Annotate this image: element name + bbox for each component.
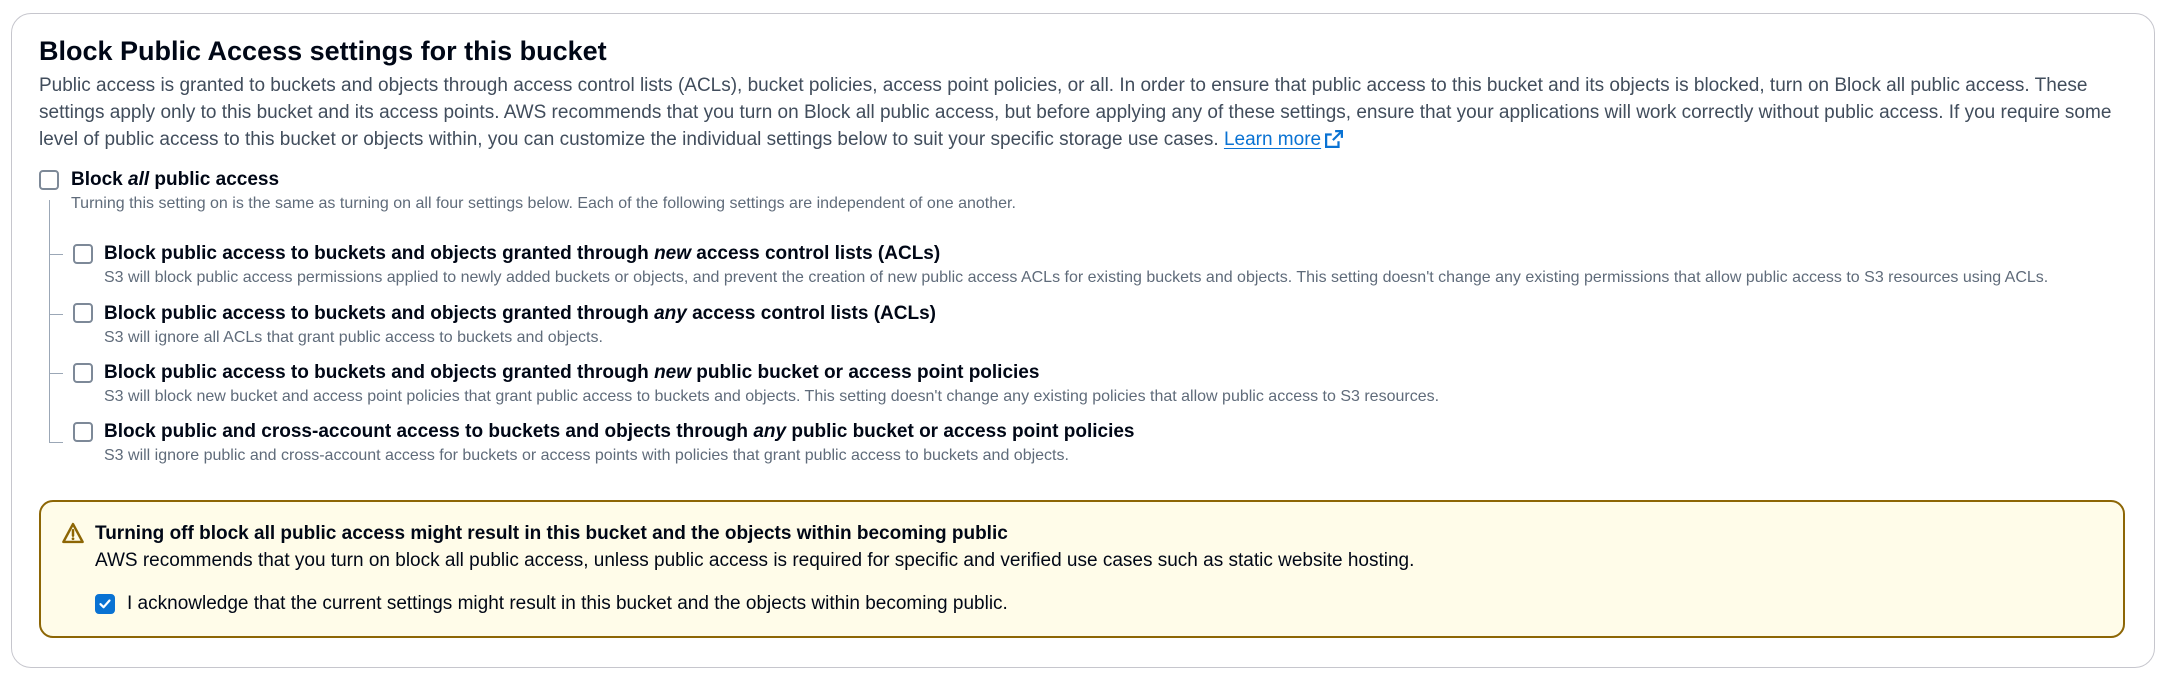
option-label-em: new <box>654 243 692 264</box>
block-any-acls-checkbox[interactable] <box>73 303 93 323</box>
acknowledge-label[interactable]: I acknowledge that the current settings might result in this bucket and the objects within becoming public. <box>127 593 1008 614</box>
option-label-em: any <box>753 421 787 442</box>
tree-connector-branch <box>49 254 63 255</box>
learn-more-label: Learn more <box>1223 129 1322 150</box>
block-cross-account-label <box>104 420 1135 444</box>
block-any-acls-label <box>104 302 936 326</box>
block-new-acls-label <box>104 242 940 266</box>
block-cross-account-description: S3 will ignore public and cross-account access for buckets or access points with policies that grant public access to buckets and objects. <box>104 447 1069 464</box>
block-cross-account-checkbox[interactable] <box>73 422 93 442</box>
option-label-post: access control lists (ACLs) <box>691 243 941 264</box>
learn-more-link[interactable] <box>1224 129 1343 150</box>
warning-icon <box>62 522 84 544</box>
option-label-pre: Block public access to buckets and objects granted through <box>104 303 655 324</box>
tree-connector-line <box>49 200 50 442</box>
option-label-em: any <box>654 303 687 324</box>
option-label-pre: Block public access to buckets and objects granted through <box>104 243 655 264</box>
warning-body: AWS recommends that you turn on block all public access, unless public access is required for specific and verified use cases such as static website hosting. <box>95 550 1415 571</box>
option-label-post: public bucket or access point policies <box>691 362 1040 383</box>
block-all-label-post: public access <box>149 169 280 190</box>
tree-connector-branch <box>49 314 63 315</box>
option-label-em: new <box>654 362 692 383</box>
checkmark-icon <box>98 597 112 611</box>
block-new-policies-checkbox[interactable] <box>73 363 93 383</box>
block-new-acls-description: S3 will block public access permissions applied to newly added buckets or objects, and prevent the creation of new public access ACLs for existing buckets and objects. This setting doesn't change any existing permissions that allow public access to S3 resources using ACLs. <box>104 269 2049 286</box>
block-all-label <box>71 168 279 192</box>
description-text: Public access is granted to buckets and objects through access control lists (ACLs), bucket policies, access point policies, or all. In order to ensure that public access to this bucket and its objects is blocked, turn on Block all public access. These settings apply only to this bucket and its access points. AWS recommends that you turn on Block all public access, but before applying any of these settings, ensure that your applications will work correctly without public access. If you require some level of public access to this bucket or objects within, you can customize the individual settings below to suit your specific storage use cases. <box>39 75 2112 150</box>
section-title: Block Public Access settings for this bucket <box>39 36 607 66</box>
warning-title: Turning off block all public access might result in this bucket and the objects within becoming public <box>95 523 1008 544</box>
section-description <box>39 72 2124 153</box>
tree-connector-branch <box>49 373 63 374</box>
option-label-post: public bucket or access point policies <box>786 421 1135 442</box>
block-all-checkbox[interactable] <box>39 170 59 190</box>
block-new-policies-label <box>104 361 1039 385</box>
external-link-icon <box>1325 130 1343 148</box>
block-new-acls-checkbox[interactable] <box>73 244 93 264</box>
option-label-pre: Block public access to buckets and objects granted through <box>104 362 655 383</box>
block-all-label-pre: Block <box>71 169 129 190</box>
tree-connector-branch <box>49 442 63 443</box>
block-all-label-em: all <box>128 169 150 190</box>
block-new-policies-description: S3 will block new bucket and access point policies that grant public access to buckets and objects. This setting doesn't change any existing policies that allow public access to S3 resources. <box>104 388 1440 405</box>
block-any-acls-description: S3 will ignore all ACLs that grant public access to buckets and objects. <box>104 329 603 346</box>
option-label-post: access control lists (ACLs) <box>686 303 937 324</box>
block-all-description: Turning this setting on is the same as turning on all four settings below. Each of the following settings are independent of one another. <box>71 195 1016 212</box>
option-label-pre: Block public and cross-account access to buckets and objects through <box>104 421 754 442</box>
acknowledge-checkbox[interactable] <box>95 594 115 614</box>
